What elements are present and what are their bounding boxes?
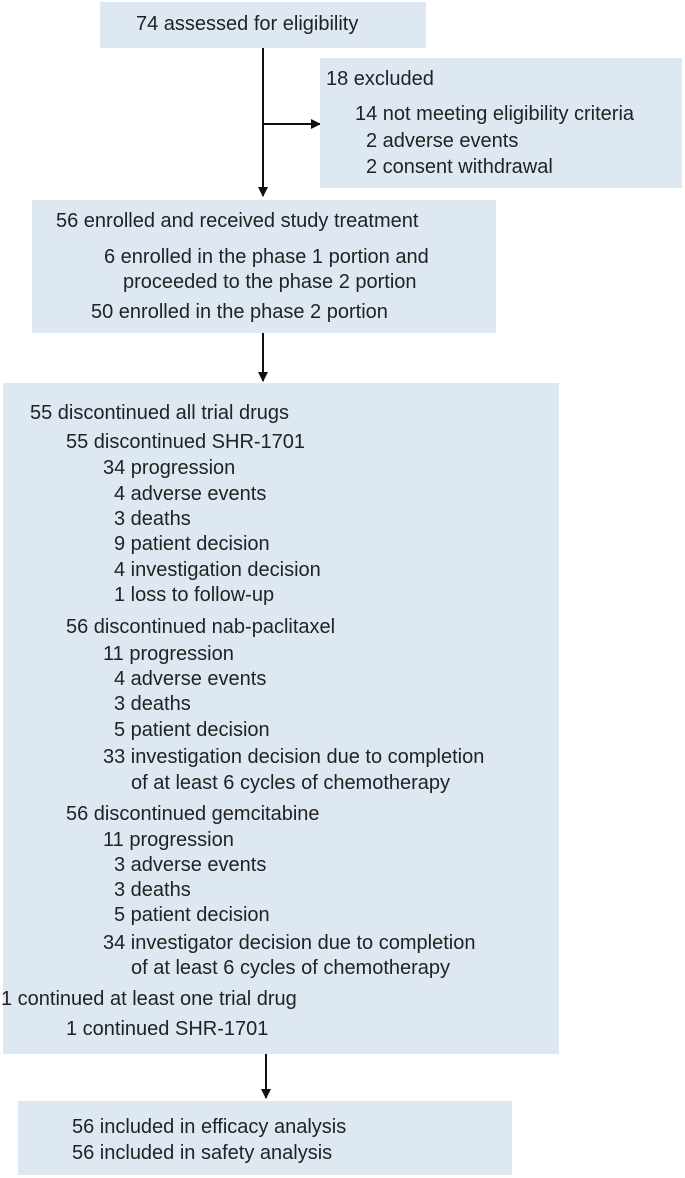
- nab-title: 56 discontinued nab-paclitaxel: [66, 616, 336, 638]
- gem-reason: 3 adverse events: [114, 854, 267, 876]
- excluded-reason: 14 not meeting eligibility criteria: [355, 103, 635, 125]
- gem-reason: 34 investigator decision due to completion: [103, 932, 476, 954]
- enrolled-title: 56 enrolled and received study treatment: [56, 210, 419, 232]
- excluded-title: 18 excluded: [326, 68, 434, 90]
- shr-reason: 4 adverse events: [114, 483, 267, 505]
- assessed-box: [100, 2, 426, 48]
- gem-reason: of at least 6 cycles of chemotherapy: [131, 957, 451, 979]
- gem-reason: 11 progression: [103, 829, 234, 851]
- nab-reason: 3 deaths: [114, 693, 191, 715]
- enrolled-box: [32, 200, 496, 333]
- enrolled-phase1-line1: 6 enrolled in the phase 1 portion and: [104, 246, 429, 268]
- enrolled-phase2: 50 enrolled in the phase 2 portion: [91, 301, 388, 323]
- nab-reason: 33 investigation decision due to completion: [103, 746, 485, 768]
- gem-reason: 3 deaths: [114, 879, 191, 901]
- shr-reason: 1 loss to follow-up: [114, 584, 275, 606]
- gem-reason: 5 patient decision: [114, 904, 270, 926]
- safety-analysis: 56 included in safety analysis: [72, 1142, 333, 1164]
- excluded-reason: 2 consent withdrawal: [366, 156, 553, 178]
- assessed-text: 74 assessed for eligibility: [136, 13, 359, 35]
- shr-reason: 34 progression: [103, 457, 236, 479]
- disposition-box: [3, 383, 559, 1054]
- efficacy-analysis: 56 included in efficacy analysis: [72, 1116, 347, 1138]
- excluded-reason: 2 adverse events: [366, 130, 519, 152]
- nab-reason: 4 adverse events: [114, 668, 267, 690]
- disposition-title: 55 discontinued all trial drugs: [30, 402, 290, 424]
- continued-title: 1 continued at least one trial drug: [1, 988, 297, 1010]
- shr-reason: 9 patient decision: [114, 533, 270, 555]
- nab-reason: 11 progression: [103, 643, 234, 665]
- enrolled-phase1-line2: proceeded to the phase 2 portion: [123, 271, 417, 293]
- shr-reason: 4 investigation decision: [114, 559, 321, 581]
- gem-title: 56 discontinued gemcitabine: [66, 803, 320, 825]
- excluded-box: [320, 58, 682, 188]
- shr-title: 55 discontinued SHR-1701: [66, 431, 306, 453]
- nab-reason: 5 patient decision: [114, 719, 270, 741]
- continued-item: 1 continued SHR-1701: [66, 1018, 269, 1040]
- nab-reason: of at least 6 cycles of chemotherapy: [131, 772, 451, 794]
- analysis-box: [18, 1101, 512, 1175]
- shr-reason: 3 deaths: [114, 508, 191, 530]
